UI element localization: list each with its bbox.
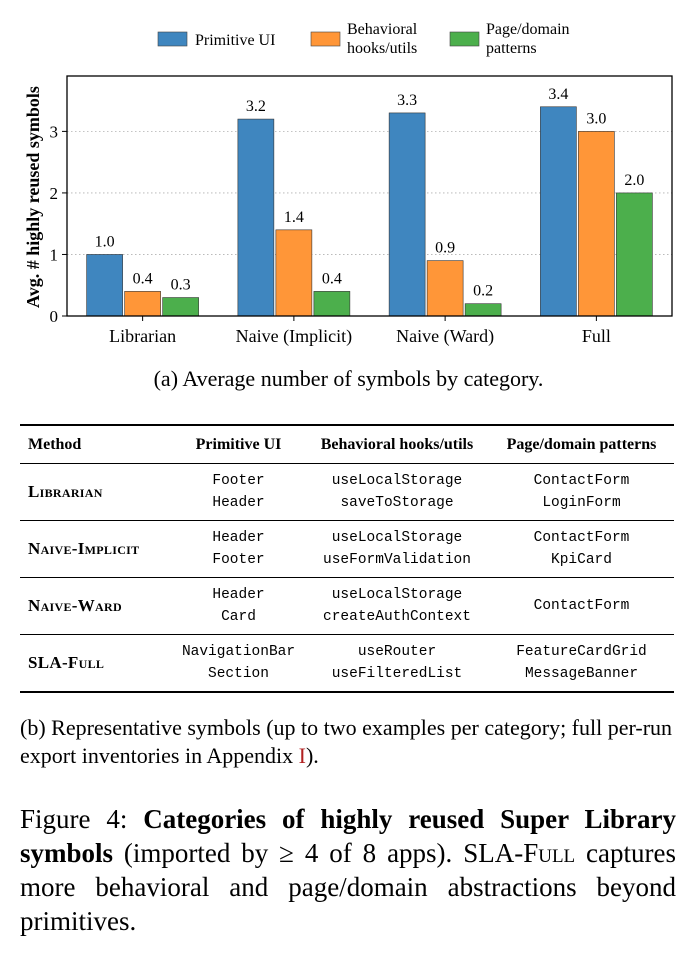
subcaption-b — [20, 714, 680, 770]
symbol: FeatureCardGrid — [516, 644, 647, 660]
symbol: NavigationBar — [181, 644, 296, 660]
hooks-cell — [305, 521, 489, 578]
symbol: Footer — [212, 473, 265, 489]
bar — [616, 193, 652, 316]
bar — [427, 261, 463, 316]
legend-label-behavioral-hooks: Behavioral hooks/utils — [347, 21, 418, 57]
y-ticks — [50, 122, 68, 326]
y-tick-label: 3 — [49, 122, 58, 142]
primitive-cell — [172, 635, 305, 693]
method-name-sla-full: SLA-Full — [463, 838, 576, 868]
subcaption-a: (a) Average number of symbols by category. — [153, 366, 544, 391]
y-axis-label: Avg. # highly reused symbols — [23, 86, 43, 308]
method-name: Librarian — [28, 482, 103, 501]
bar-value-label: 1.0 — [94, 233, 115, 251]
figure-title-cont: symbols — [20, 838, 114, 868]
bar-value-label: 0.4 — [321, 270, 342, 288]
header-behavioral-hooks: Behavioral hooks/utils — [320, 435, 474, 453]
patterns-cell — [489, 635, 674, 693]
bar — [465, 304, 501, 316]
x-tick-label: Librarian — [109, 326, 177, 346]
symbol: useLocalStorage — [331, 587, 463, 603]
bar-value-label: 2.0 — [624, 171, 645, 189]
bar-value-label: 0.3 — [170, 276, 191, 294]
figure-caption — [20, 802, 676, 938]
symbols-table — [20, 424, 674, 693]
symbol: ContactForm — [533, 530, 630, 546]
bar — [276, 230, 312, 316]
bar-value-label: 3.0 — [586, 110, 607, 128]
primitive-cell — [172, 521, 305, 578]
symbol: Header — [212, 587, 265, 603]
symbol: useLocalStorage — [331, 473, 463, 489]
bar-value-label: 3.2 — [245, 98, 266, 116]
method-name: Naive-Ward — [28, 596, 122, 615]
bar — [238, 119, 274, 316]
symbol: Card — [221, 609, 256, 625]
x-tick-label: Full — [581, 326, 611, 346]
symbol: useFilteredList — [331, 666, 463, 682]
x-tick-label: Naive (Implicit) — [235, 326, 353, 346]
hooks-cell — [305, 578, 489, 635]
patterns-cell — [489, 578, 674, 635]
symbol: saveToStorage — [340, 495, 454, 511]
hooks-cell — [305, 635, 489, 693]
y-tick-label: 0 — [49, 307, 58, 326]
bar-chart — [0, 0, 697, 360]
symbol: ContactForm — [533, 598, 630, 614]
symbol: useFormValidation — [323, 552, 471, 568]
bar — [163, 298, 199, 316]
subcaption-b-text: (b) Representative symbols (up to two examples per category; full per-run export inventories in Appendix — [20, 715, 673, 768]
legend-label-primitive-ui: Primitive UI — [195, 32, 276, 49]
bar — [389, 113, 425, 316]
y-tick-label: 2 — [49, 183, 58, 203]
x-ticks — [109, 316, 611, 347]
symbol: ContactForm — [533, 473, 630, 489]
bar-value-label: 1.4 — [283, 208, 304, 226]
bar-value-label: 0.2 — [473, 282, 494, 300]
chart-legend — [158, 21, 574, 57]
bar — [125, 291, 161, 316]
symbol: Header — [212, 495, 265, 511]
table-row — [20, 635, 674, 693]
figure-label: Figure 4: — [20, 804, 144, 834]
symbol: Section — [208, 666, 269, 682]
patterns-cell — [489, 521, 674, 578]
symbol: Footer — [212, 552, 265, 568]
symbol: KpiCard — [551, 552, 612, 568]
figure-caption-text-end: captures more behavioral and page/domain abstractions beyond primitives. — [20, 838, 677, 936]
table-row — [20, 521, 674, 578]
symbol: MessageBanner — [524, 666, 639, 682]
symbol: useLocalStorage — [331, 530, 463, 546]
legend-swatch-behavioral-hooks — [311, 32, 340, 46]
header-primitive-ui: Primitive UI — [195, 435, 282, 453]
table-row — [20, 464, 674, 521]
appendix-link[interactable]: I — [298, 743, 306, 768]
bar — [87, 254, 123, 316]
bar-value-label: 0.9 — [435, 239, 456, 257]
symbol: Header — [212, 530, 265, 546]
method-name: SLA-Full — [28, 653, 105, 672]
hooks-cell — [305, 464, 489, 521]
symbol: useRouter — [357, 644, 437, 660]
figure-caption-text: (imported by ≥ 4 of 8 apps). — [113, 838, 464, 868]
bar-value-label: 3.4 — [548, 85, 569, 103]
x-tick-label: Naive (Ward) — [396, 326, 495, 346]
bar — [578, 131, 614, 316]
bar — [314, 291, 350, 316]
primitive-cell — [172, 464, 305, 521]
table-row — [20, 578, 674, 635]
patterns-cell — [489, 464, 674, 521]
legend-swatch-page-domain — [450, 32, 479, 46]
legend-swatch-primitive-ui — [158, 32, 187, 46]
bar-value-label: 0.4 — [132, 270, 153, 288]
y-tick-label: 1 — [49, 245, 58, 265]
method-name: Naive-Implicit — [28, 539, 140, 558]
bar-value-label: 3.3 — [397, 91, 418, 109]
table-header-row — [20, 425, 674, 464]
symbol: createAuthContext — [323, 609, 471, 625]
primitive-cell — [172, 578, 305, 635]
legend-label-page-domain: Page/domain patterns — [486, 21, 570, 57]
subcaption-b-end: ). — [305, 743, 319, 768]
bar — [540, 107, 576, 316]
header-method: Method — [28, 435, 82, 453]
header-page-domain: Page/domain patterns — [506, 435, 657, 453]
figure-title: Categories of highly reused Super Library — [143, 804, 676, 834]
symbol: LoginForm — [542, 495, 621, 511]
